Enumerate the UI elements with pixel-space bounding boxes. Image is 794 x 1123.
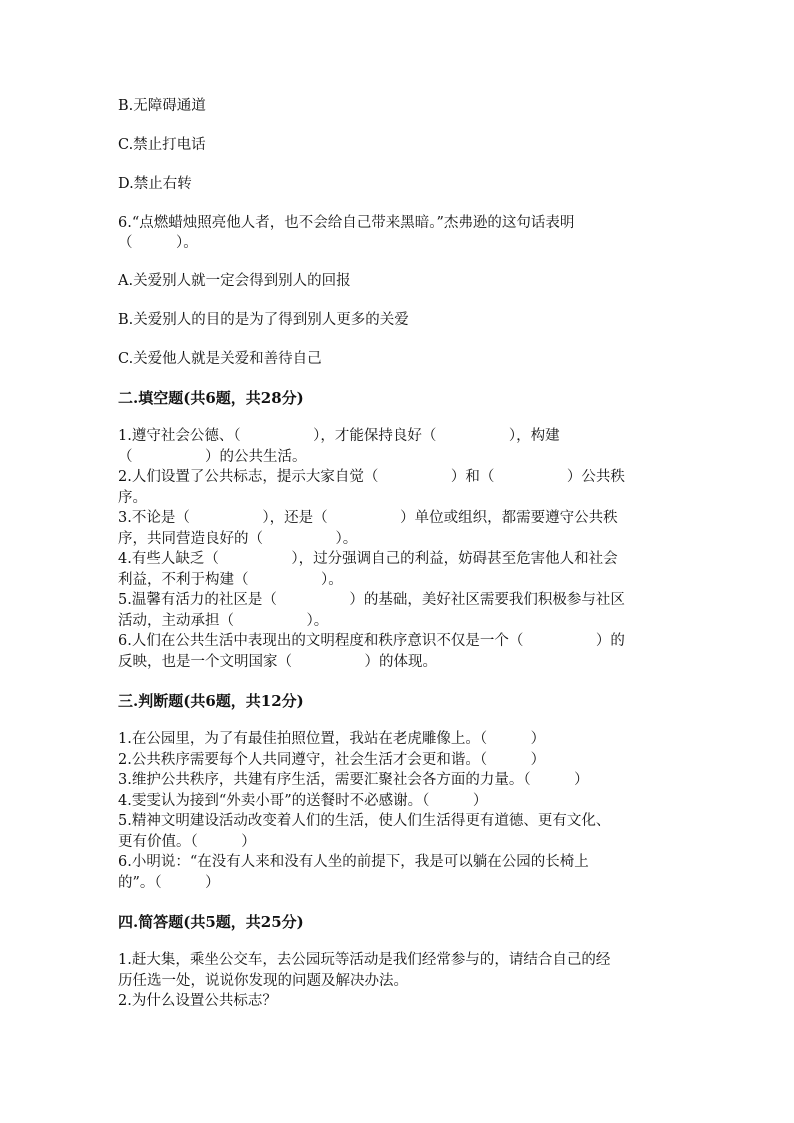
section-4-questions <box>118 950 678 1012</box>
judge-line: 5.精神文明建设活动改变着人们的生活，使人们生活得更有道德、更有文化、 <box>118 813 611 829</box>
section-2-questions <box>118 426 678 672</box>
fill-line: 序，共同营造良好的（ ）。 <box>118 530 358 547</box>
q6-option-c: C.关爱他人就是关爱和善待自己 <box>118 351 322 367</box>
q5-option-c: C.禁止打电话 <box>118 137 206 153</box>
fill-line: 6.人们在公共生活中表现出的文明程度和秩序意识不仅是一个（ ）的 <box>118 633 625 649</box>
fill-line: （ ）的公共生活。 <box>118 448 307 465</box>
section-3-title: 三.判断题(共6题，共12分) <box>118 692 304 710</box>
q5-option-b: B.无障碍通道 <box>118 98 206 114</box>
exam-page <box>118 96 678 1031</box>
section-4-title: 四.简答题(共5题，共25分) <box>118 913 304 931</box>
fill-line: 序。 <box>118 489 147 506</box>
short-answer-line: 2.为什么设置公共标志？ <box>118 993 277 1009</box>
fill-line: 4.有些人缺乏（ ），过分强调自己的利益，妨碍甚至危害他人和社会 <box>118 551 618 567</box>
q6-stem-line-1: 6.“点燃蜡烛照亮他人者，也不会给自己带来黑暗。”杰弗逊的这句话表明 <box>118 215 575 231</box>
short-answer-line: 历任选一处，说说你发现的问题及解决办法。 <box>118 972 408 989</box>
judge-line: 1.在公园里，为了有最佳拍照位置，我站在老虎雕像上。（ ） <box>118 731 546 747</box>
section-3-questions <box>118 729 678 893</box>
fill-line: 活动，主动承担（ ）。 <box>118 612 329 629</box>
q6-option-b: B.关爱别人的目的是为了得到别人更多的关爱 <box>118 312 409 328</box>
short-answer-line: 1.赶大集，乘坐公交车，去公园玩等活动是我们经常参与的，请结合自己的经 <box>118 952 611 968</box>
judge-line: 的”。（ ） <box>118 874 220 891</box>
fill-line: 1.遵守社会公德、（ ），才能保持良好（ ），构建 <box>118 428 560 444</box>
judge-line: 3.维护公共秩序，共建有序生活，需要汇聚社会各方面的力量。（ ） <box>118 772 589 788</box>
fill-line: 5.温馨有活力的社区是（ ）的基础，美好社区需要我们积极参与社区 <box>118 592 625 608</box>
section-2-title: 二.填空题(共6题，共28分) <box>118 389 304 407</box>
fill-line: 3.不论是（ ），还是（ ）单位或组织，都需要遵守公共秩 <box>118 510 618 526</box>
fill-line: 2.人们设置了公共标志，提示大家自觉（ ）和（ ）公共秩 <box>118 469 625 485</box>
judge-line: 6.小明说：“在没有人来和没有人坐的前提下，我是可以躺在公园的长椅上 <box>118 854 589 870</box>
q6-stem-line-2: （ ）。 <box>118 235 198 251</box>
q5-option-d: D.禁止右转 <box>118 176 192 192</box>
q6-stem <box>118 213 678 253</box>
judge-line: 2.公共秩序需要每个人共同遵守，社会生活才会更和谐。（ ） <box>118 751 546 768</box>
judge-line: 4.雯雯认为接到“外卖小哥”的送餐时不必感谢。（ ） <box>118 792 488 809</box>
fill-line: 反映，也是一个文明国家（ ）的体现。 <box>118 653 437 670</box>
judge-line: 更有价值。（ ） <box>118 833 256 850</box>
q6-option-a: A.关爱别人就一定会得到别人的回报 <box>118 273 351 289</box>
fill-line: 利益，不利于构建（ ）。 <box>118 571 343 588</box>
